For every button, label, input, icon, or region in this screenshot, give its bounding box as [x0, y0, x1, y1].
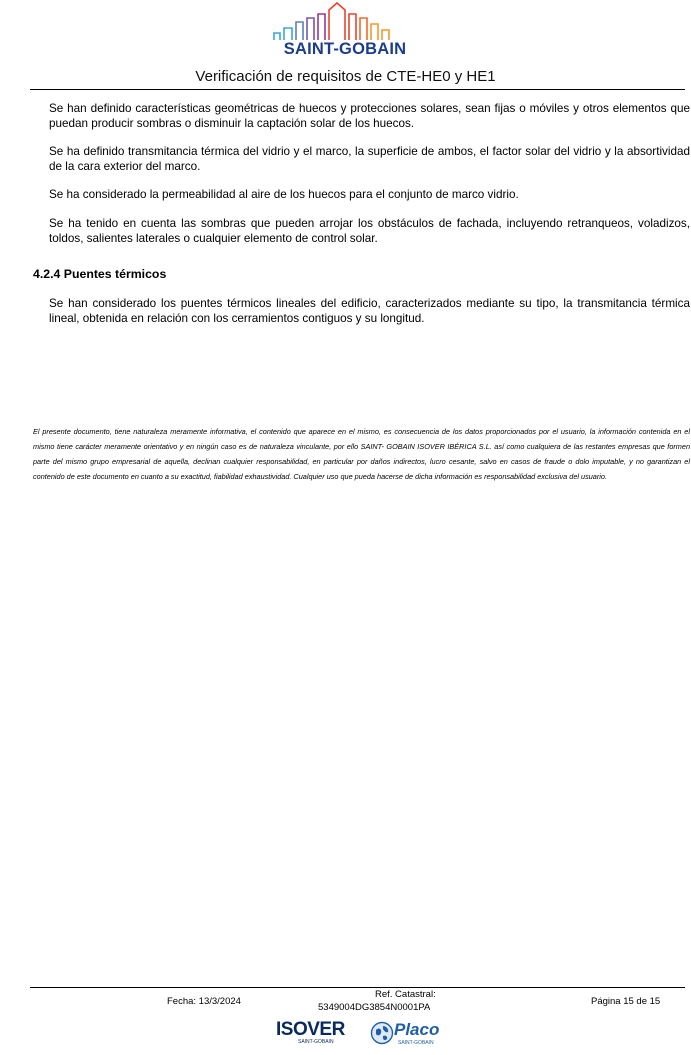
paragraph-sombras: Se ha tenido en cuenta las sombras que pueden arrojar los obstáculos de fachada, incluyendo retranqueos, voladizos, toldos, salientes laterales o cualquier elemento de control solar.: [49, 217, 690, 245]
paragraph-huecos-geometria: Se han definido características geométricas de huecos y protecciones solares, sean fijas o móviles y otros elementos que puedan producir sombras o disminuir la captación solar de los huecos.: [49, 102, 690, 130]
globe-icon: [370, 1021, 394, 1045]
header-divider: [30, 89, 685, 90]
isover-subtext: SAINT-GOBAIN: [298, 1039, 334, 1045]
placo-subtext: SAINT-GOBAIN: [398, 1040, 434, 1046]
paragraph-puentes-termicos: Se han considerado los puentes térmicos lineales del edificio, caracterizados mediante su tipo, la transmitancia térmica lineal, obtenida en relación con los cerramientos contiguos y su longitud.: [49, 297, 690, 325]
paragraph-transmitancia: Se ha definido transmitancia térmica del vidrio y el marco, la superficie de ambos, el factor solar del vidrio y la absortividad de la cara exterior del marco.: [49, 145, 690, 173]
saint-gobain-logo: [270, 0, 420, 62]
footer-divider: [30, 987, 685, 988]
placo-wordmark: Placo: [394, 1020, 440, 1039]
section-heading: 4.2.4 Puentes térmicos: [33, 267, 167, 281]
isover-logo: [276, 1019, 345, 1048]
footer-ref-label: Ref. Catastral:: [375, 989, 436, 1000]
footer-date: Fecha: 13/3/2024: [167, 996, 241, 1007]
paragraph-permeabilidad: Se ha considerado la permeabilidad al aire de los huecos para el conjunto de marco vidrio.: [49, 188, 519, 201]
footer-ref-value: 5349004DG3854N0001PA: [318, 1002, 431, 1010]
placo-logo: [370, 1020, 440, 1048]
isover-wordmark: ISOVER: [276, 1019, 345, 1040]
disclaimer-text: El presente documento, tiene naturaleza meramente informativa, el contenido que aparece en el mismo, es consecuencia de los datos proporcionados por el usuario, la información contenida en el mismo tiene carácter meramente orientativo y en ningún caso es de naturaleza vinculante, por ello SAINT- GOBAIN ISOVER IBÉRICA S.L. así como cualquiera de las restantes empresas que formen parte del mismo grupo empresarial de aquella, declinan cualquier responsabilidad, en particular por daños indirectos, lucro cesante, salvo en casos de fraude o dolo imputable, y no garantizan el contenido de este documento en cuanto a su exactitud, fiabilidad exhaustividad. Cualquier uso que pueda hacerse de dicha información es responsabilidad exclusiva del usuario.: [33, 427, 690, 481]
skyline-icon: [270, 0, 420, 44]
brand-name: SAINT-GOBAIN: [283, 40, 407, 58]
footer-page-number: Página 15 de 15: [591, 996, 661, 1007]
document-title: Verificación de requisitos de CTE-HE0 y HE1: [195, 68, 496, 85]
